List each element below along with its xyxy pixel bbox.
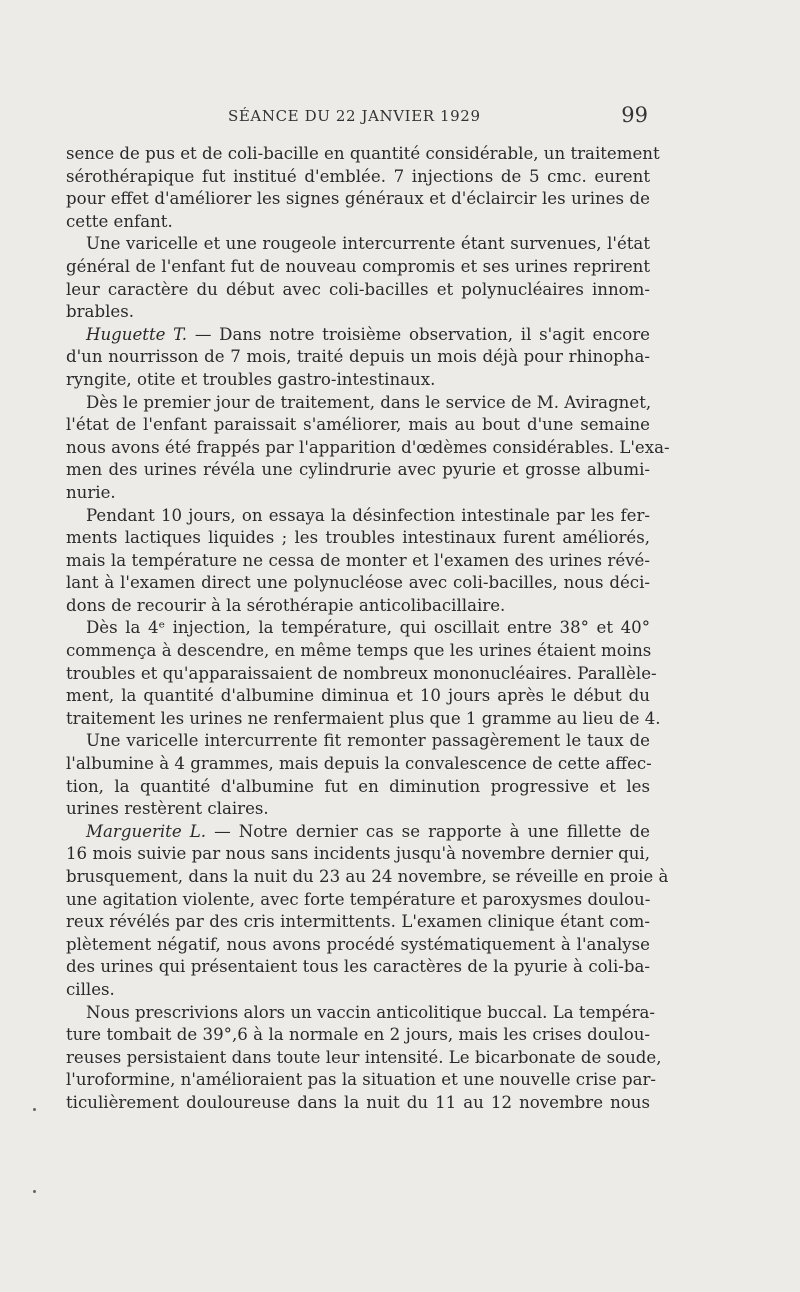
line-text: ture tombait de 39°,6 à la normale en 2 jours, mais les crises doulou- (66, 1025, 650, 1045)
line-text: ticulièrement douloureuse dans la nuit du 11 au 12 novembre nous (66, 1092, 650, 1112)
text-line (66, 301, 650, 324)
paper-speck (33, 1190, 36, 1193)
text-line (66, 934, 650, 957)
text-line (66, 572, 650, 595)
line-text: — Notre dernier cas se rapporte à une fillette de (206, 821, 650, 841)
line-text: nous avons été frappés par l'apparition d'œdèmes considérables. L'exa- (66, 437, 670, 457)
line-text: Une varicelle intercurrente fit remonter passagèrement le taux de (86, 731, 650, 751)
text-line (66, 392, 650, 415)
text-line (66, 663, 657, 686)
line-text: cilles. (66, 979, 115, 999)
line-text: cette enfant. (66, 211, 173, 231)
text-line (66, 776, 650, 799)
line-text: d'un nourrisson de 7 mois, traité depuis un mois déjà pour rhinopha- (66, 347, 650, 367)
text-line (66, 188, 650, 211)
text-line (66, 414, 650, 437)
patient-name: Huguette T. (86, 324, 188, 344)
text-line (66, 369, 650, 392)
line-text: général de l'enfant fut de nouveau compromis et ses urines reprirent (66, 256, 650, 276)
text-line (66, 617, 650, 640)
line-text: leur caractère du début avec coli-bacilles et polynucléaires innom- (66, 279, 650, 299)
text-line (66, 640, 650, 663)
line-text: commença à descendre, en même temps que les urines étaient moins (66, 641, 652, 661)
text-line (66, 1002, 656, 1025)
line-text: urines restèrent claires. (66, 799, 269, 819)
text-line (66, 143, 660, 166)
text-line (66, 753, 650, 776)
text-line (66, 911, 650, 934)
text-line (66, 459, 650, 482)
line-text: dons de recourir à la sérothérapie anticolibacillaire. (66, 595, 506, 615)
line-text: Une varicelle et une rougeole intercurrente étant survenues, l'état (86, 234, 650, 254)
line-text: tion, la quantité d'albumine fut en diminution progressive et les (66, 776, 650, 796)
line-text: des urines qui présentaient tous les caractères de la pyurie à coli-ba- (66, 957, 650, 977)
text-line (66, 866, 669, 889)
body-text (66, 143, 670, 1115)
line-text: — Dans notre troisième observation, il s'agit encore (187, 324, 651, 344)
line-text: 16 mois suivie par nous sans incidents jusqu'à novembre dernier qui, (66, 844, 650, 864)
text-line (66, 211, 650, 234)
line-text: men des urines révéla une cylindrurie avec pyurie et grosse albumi- (66, 460, 650, 480)
line-text: ments lactiques liquides ; les troubles intestinaux furent améliorés, (66, 528, 650, 548)
text-line (66, 889, 650, 912)
line-text: sence de pus et de coli-bacille en quantité considérable, un traitement (66, 144, 660, 163)
text-line (66, 1024, 650, 1047)
text-line (66, 437, 670, 460)
text-line (66, 595, 650, 618)
text-line (66, 979, 650, 1002)
line-text: mais la température ne cessa de monter et l'examen des urines révé- (66, 550, 650, 570)
text-line (66, 346, 650, 369)
text-line (66, 279, 650, 302)
line-text: lant à l'examen direct une polynucléose avec coli-bacilles, nous déci- (66, 573, 650, 593)
text-line (66, 685, 650, 708)
line-text: brusquement, dans la nuit du 23 au 24 novembre, se réveille en proie à (66, 867, 669, 886)
text-line (66, 550, 650, 573)
line-text: Dès le premier jour de traitement, dans le service de M. Aviragnet, (86, 392, 652, 412)
line-text: Pendant 10 jours, on essaya la désinfection intestinale par les fer- (86, 505, 650, 525)
running-title: SÉANCE DU 22 JANVIER 1929 (228, 107, 481, 125)
text-line (66, 1069, 657, 1092)
line-text: l'état de l'enfant paraissait s'améliorer, mais au bout d'une semaine (66, 415, 650, 435)
patient-name: Marguerite L. (86, 821, 207, 841)
line-text: brables. (66, 302, 134, 322)
paper-speck (33, 1108, 36, 1111)
text-line (66, 956, 650, 979)
text-line (66, 482, 650, 505)
text-line (66, 1092, 650, 1115)
text-line (66, 324, 650, 347)
text-line (66, 233, 650, 256)
line-text: Nous prescrivions alors un vaccin anticolitique buccal. La tempéra- (86, 1002, 656, 1022)
text-line (66, 821, 650, 844)
line-text: Dès la 4ᵉ injection, la température, qui oscillait entre 38° et 40° (86, 618, 650, 638)
line-text: l'uroformine, n'amélioraient pas la situation et une nouvelle crise par- (66, 1070, 657, 1090)
line-text: ment, la quantité d'albumine diminua et 10 jours après le début du (66, 686, 650, 706)
line-text: reuses persistaient dans toute leur intensité. Le bicarbonate de soude, (66, 1047, 662, 1067)
text-line (66, 798, 650, 821)
text-line (66, 527, 650, 550)
text-line (66, 730, 650, 753)
line-text: une agitation violente, avec forte température et paroxysmes doulou- (66, 889, 651, 909)
line-text: sérothérapique fut institué d'emblée. 7 injections de 5 cmc. eurent (66, 166, 650, 186)
line-text: nurie. (66, 482, 116, 502)
text-line (66, 256, 650, 279)
line-text: l'albumine à 4 grammes, mais depuis la convalescence de cette affec- (66, 754, 652, 774)
text-line (66, 505, 650, 528)
line-text: traitement les urines ne renfermaient plus que 1 gramme au lieu de 4. (66, 708, 661, 728)
text-line (66, 843, 650, 866)
line-text: reux révélés par des cris intermittents. L'examen clinique étant com- (66, 912, 650, 932)
text-line (66, 1047, 662, 1070)
line-text: plètement négatif, nous avons procédé systématiquement à l'analyse (66, 934, 650, 954)
page-number: 99 (621, 103, 648, 127)
line-text: pour effet d'améliorer les signes généraux et d'éclaircir les urines de (66, 189, 650, 209)
text-line (66, 166, 650, 189)
page-header (66, 105, 650, 135)
line-text: troubles et qu'apparaissaient de nombreux mononucléaires. Parallèle- (66, 663, 657, 683)
text-line (66, 708, 661, 731)
line-text: ryngite, otite et troubles gastro-intestinaux. (66, 369, 436, 389)
